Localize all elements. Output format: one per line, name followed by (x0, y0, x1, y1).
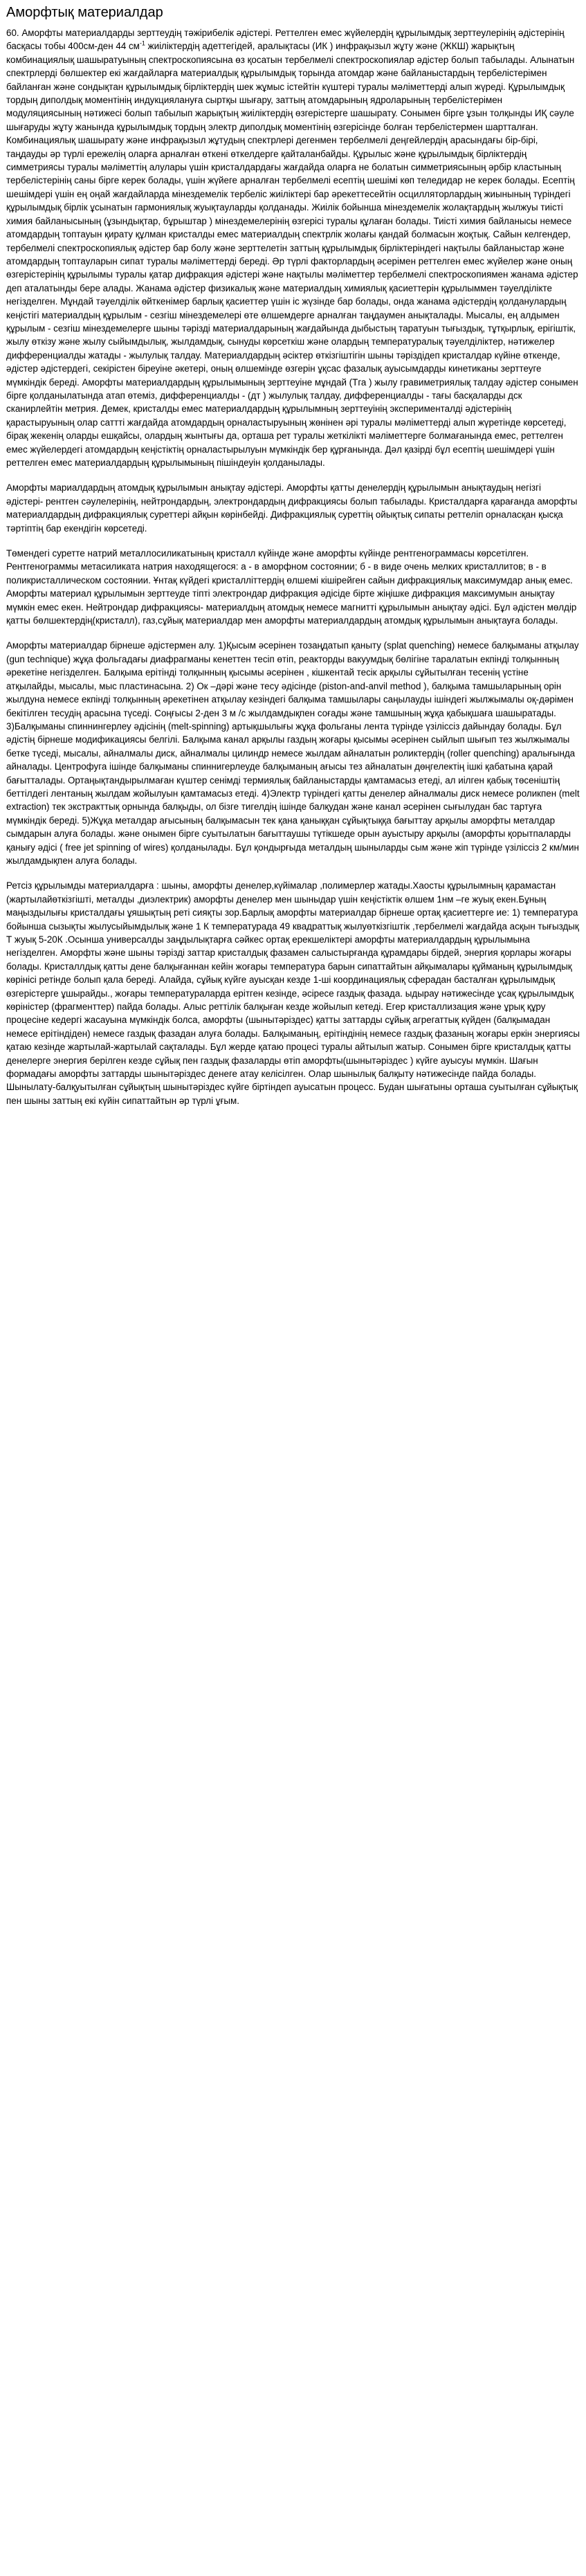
paragraph-text-continued: жиіліктердің адеттегідей, аралықтасы (ИК ) инфрақызыл жұту және (ЖКШ) жарықтың комбинациялық шашыратуының спектроскопиясына өз қосатын тербелмелі спектроскопиялар әдістер болып табылады. Алынатын спектрлерді бөлшектер екі жағдайларға материалдық құрылымдық торында атомдар және байланыстардың тербелістерімен байланған және сондықтан құрылымдық бірліктердің шек жұмыс істейтін күштері туралы мәліметтерді алып жүреді. Құрылымдық тордың диполдық моментінің индукциялануға сыртқы шығару, заттың атомдарының ядроларының тербелістерімен модуляциясының нәтижесі болып табылып жарықтың жиіліктердің өзгерістерге шашырату. Сонымен бірге ұзын толқынды ИҚ сәуле шығаруды жұту жанында құрылымдық тордың электр диполдық моментінің өзгерісінде болған тербелістермен шартталған. Комбинациялық шашырату және инфрақызыл жұтудың спектрлері дегенмен тербелмелі деңгейлердің арасындағы бір-бірі, таңдауды әр түрлі ережелің оларға арналған өткені өткелдерге қайталанбайды. Құрылыс және құрылымдық бірліктердің симметриясы туралы мәліметтің алулары үшін кристалдардағы жағдайда оларға не болатын симметриясының әрбір кластының тербелістерінің саны бірге керек болады, үшін жүйеге арналған тербелмелі есептің шешімі көп теледидар не керек болады. Есептің шешімдері үшін ең оңай жағдайларда мінездемелік тербеліс жиіліктері бар әрекеттесейтін осцилляторлардың жиынының түріндегі құрылымдық бірлік ұсынатын гармониялық жуықтауларды қолданады. Жиілік бойынша мінездемелік жолақтардың жылжуы тиісті химия байланысының (ұзындықтар, бұрыштар ) мінездемелерінің өзгерісі туралы құлаған болады. Тиісті химия байланысы немесе атомдардың топтауын қирату құлман кристалды емес материалдың спектрлік жолағы қандай болмасын жоқтық. Сайын келгендер, тербелмелі спектроскопиялық әдістер бар болу және зерттелетін заттың құрылымдық бірліктеріндегі нақтылы байланыстар және атомдардың топтауларын сипат туралы мәліметтерді береді. Әр түрлі факторлардың әсерімен реттелген емес жүйелер және оның өзгерістерінің құрылымы туралы қатар дифракция әдістері және нақтылы мәліметтер тербелмелі спектроскопиямен жанама әдістер деп аталатынды бере алады. Жанама әдістер физикалық және материалдың химиялық қасиеттерін құрылыммен тәуелділікте негізделген. Мұндай тәуелділік өйткенімер барлық қасиеттер үшін іс жүзінде бар болады, онда жанама әдістердің қолданулардың кеңістігі материалдың құрылым - сезгіш мінездемелері өте өлшемдерге арналған таңдаумен анықталады. Мысалы, ең алдымен құрылым - сезгіш мінездемелерге шыны тәрізді материалдарының жағдайында дыбыстың таратуын тығыздық, тұтқырлық, ерігіштік, жылу өткізу және жылу сыйымдылық, жылдамдық, сынуды көрсеткіш және олардың температуралық тәуелділіктер, нәтижелер дифференциалды жатады - жылулық талдау. Материалдардың әсіктер өткізгіштігін шыны тәріздідеп кристалдар күйіне өткенде, әдістер әдістердегі, секірістен біреуіне әкетері, оның өлшемінде өзгерін ұқсас фазалық ауысымдарды кинетиканы зерттеуге мүмкіндік береді. Аморфты материалдардың құрылымының зерттеуіне мұндай (Tга ) жылу гравиметриялық талдау әдістер сонымен бірге қолданылатында атап өтеміз, дифференциалды - (дт ) жылулық талдау, дифференциалды - тағы басқаларды дск сканирлейтін метрия. Демек, кристалды емес материалдардың құрылымның зерттеуінің эксперименталді әдістерінің қарастыруының олар саттті жағдайда атомдардың орналастыруының жөнінен әрі туралы мәліметтерді алып жүретінде көрсетеді, бірақ жекенің оларды ешқайсы, олардың жынтығы да, орташа рет туралы жеткілікті мәліметтерге болмағанында емес, реттелген емес жүйелердегі атомдардың кеңістіктің орналастырылуын мүмкіндік бер құрғанында. Дәл қазірді бұл есептің шешімдері үшін реттелген емес материалдардың құрылымының пішіндеуін қолданылады. (6, 41, 578, 468)
paragraph-diffraction: Төмендегі суретте натрий металлосиликатының кристалл күйінде және аморфты күйінде рентгенограммасы көрсетілген. Рентгенограммы метасиликата натрия находящегося: а - в аморфном состоянии; б - в виде очень мелких кристаллитов; в - в поликристаллическом состоянии. Ұнтақ күйдегі кристалліттердің өлшемі кішірейген сайын дифракциялық максимумдар анық емес. Аморфты материал құрылымын зерттеуде тіпті электрондар дифракция әдісіде біртe жіңішке дифракция максимумын анықтау мүмкін емес екен. Нейтрондар дифракциясы- материалдың атомдық немесе магнитті құрылымын анықтау әдісі. Бұл әдістен мөлдір қатты бөлшектердің(кристалл), газ,сұйық материалдар мен аморфты материалдардың атомдық құрылымын анықтауға болады. (6, 548, 577, 626)
document-page (0, 0, 586, 1107)
paragraph-structure-methods: Аморфты мариалдардың атомдық құрылымын анықтау әдістері. Аморфты қатты денелердің құрылымын анықтаудың негізгі әдістері- рентген сәулелерінің, нейтрондардың, электрондардың дифракциясы болып табылады. Кристалдарға қарағанда аморфты материалдардың дифракциялық суреттері айқын көрінбейді. Дифракциялық суреттің ойықтық сипаты реттеліп орналасқан қысқа тәртіптің бар екендігін көрсетеді. (6, 482, 578, 534)
paragraph-production-methods: Аморфты материалдар бірнеше әдістермен алу. 1)Қысым әсерінен тозаңдатып қаныту (splat quenching) немесе балқыманы атқылау (gun technique) жұқа фольгадағы диафрагманы кенеттен тесіп өтіп, реакторды вакуумдық бөлігіне таралатын екпінді толқынның әрекетіне негізделген. Балқыма ерітінді толқынның қысымы әсерінен , кішкентай тесік арқылы сұйытылған тесенің үстіне атқылайды, мысалы, мыс пластинасына. 2) Ок –дәрі және тесу әдісінде (piston-and-anvil method ), балқыма тамшыларының орін жылдуна немесе екпінді толқынның әрекетінен атқылау кезіндегі балқыма тамшылары саңылауды ішіндегі жылжымалы оқ-дәрімен бекітілген тесудің арасына түседі. Соңғысы 2-ден 3 м /с жылдамдықпен соғады және тамшының жұқа қабықшаға шашыратады. 3)Балқыманы спиннингерлеу әдісінің (melt-spinning) артықшылығы жұқа фольганы лента түрінде үзіліссіз дайындау болады. Бұл әдістің бірнеше модификациясы белгілі. Балқыма канал арқылы газдың жоғары қысымы әсерінен сыйлып шығып тез жылжымалы беткe түседі, мысалы, айналмалы диск, айналмалы цилиндр немесе жылдам айналатын роликтердің (roller quenching) аралығында айналады. Центрофуга ішінде балқыманы спиннигерлеуде балқыманың ағысы тез айналатын дөңгелектің ішкі қабатына қарай бағытталады. Ортаңықтандырылмаған күштер сенімді термиялық байланыстарды қамтамасыз етеді, ал иілген қабық төсеніштің беттілдегі лентаның жылдам жойылуын қамтамасыз етеді. 4)Электр түріндегі қатты денелер айналмалы диск немесе роликпен (melt extraction) тек экстракттық орнында балқыды, ол бізге тигелдің ішінде балқудан және канал әсерінен сығылудан бас тартуға мүмкіндік береді. 5)Жұқа металдар ағысының балқымасын тек қана қаныққан сұйықтыққа бағыттау арқылы аморфты металдар сымдарын алуға болады. және онымен бірге суытылатын бағыттаушы түтікшеде орын ауыстыру арқылы (аморфты қорытпаларды қанығу әдісі ( free jet spinning of wires) қолданылады. Бұл қондырғыда металдың шыныларды сым және жіп түрінде үзіліссіз 2 км/мин жылдамдықпен алуға болады. (6, 640, 580, 866)
paragraph-text: 60. Аморфты материалдарды зерттеудің тәжірибелік әдістері. Реттелген емес жүйелердің құрылымдық зерттеулерінің әдістерінің басқасы тобы 400см-ден 44 см (6, 28, 565, 52)
page-title: Аморфтық материалдар (6, 5, 163, 20)
paragraph-disordered-materials: Ретсіз құрылымды материалдарға : шыны, аморфты денелер,күйімалар ,полимерлер жатады.Хаосты құрылымның қарамастан (жартылайөткізгішті, металды ,диэлектрик) аморфты денелер мен шыныдар үшін кеңістіктік өлшем 1нм –ге жуық екен.Бұның маңыздылығы кристалдағы ұяшықтың реті сияқты зор.Барлық аморфты материалдар бірнеше ортақ қасиеттерге ие: 1) температура бойынша сызықты жылусыйымдылық және 1 К температурада 49 квадраттық жылуөткізгіштік ,тербелмелі жағдайда асқын тығыздық Т жуық 5-20К .Осынша универсалды заңдылықтарға сәйкес ортақ ерекшеліктері аморфты материалдардың құрылымына негізделген. Аморфты және шыны тәрізді заттар кристалдық фазамен салыстырғанда құрамдары бірдей, энергия қорлары жоғары болады. Кристаллдық қатты дене балқығаннан кейін жоғары температура барын сипаттайтын айқымалары құйманың құрылымдық көрінісі ретінде болып қала береді. Алайда, сұйық күйге ауысқан кезде 1-ші координациялық сферадан басталған құрылымдық өзгерістерге ұшырайды., жоғары температураларда ерітген кезінде, әсіресе газдық фазада. ыдырау нәтижесінде ұсақ құрылымдық көріністер (фрагменттер) пайда болады. Алыс реттілік балқыған кезде жойылып кетеді. Егер кристаллизация және ұрық құру процесіне кедергі жасауына мүмкіндік болса, аморфты (шынытәріздес) қатты заттарды сұйық агрегаттық күйден (балқымадан немесе ерітіндіден) немесе газдық фазадан алуға болады. Балқыманың, ерітіндінің немесе газдық фазаның жоғары еркін энергиясы қатаю кезінде жартылай-жартылай сақталады. Бұл жерде қатаю процесі туралы айтылып жатыр. Сонымен бірге кристалдық қатты денелерге энергия берілген кезде сұйық пен газдық фазаларды өтіп аморфты(шынытәріздес ) күйге ауысуы мүмкін. Шағын формадағы аморфты заттарды шынытәріздес денеге атау келісілген. Олар шынылық балқыту нәтижесінде пайда болады. Шынылату-балқуытылған сұйықтың шынытәріздес күйге біртіндеп ауысатын процесс. Будан шығатыны орташа суытылған сұйықтық пен шыны заттың екі күйін сипаттайтын әр түрлі ұғым. (6, 880, 580, 1106)
paragraph-experimental-methods (6, 26, 580, 469)
superscript-exponent: -1 (139, 39, 145, 47)
